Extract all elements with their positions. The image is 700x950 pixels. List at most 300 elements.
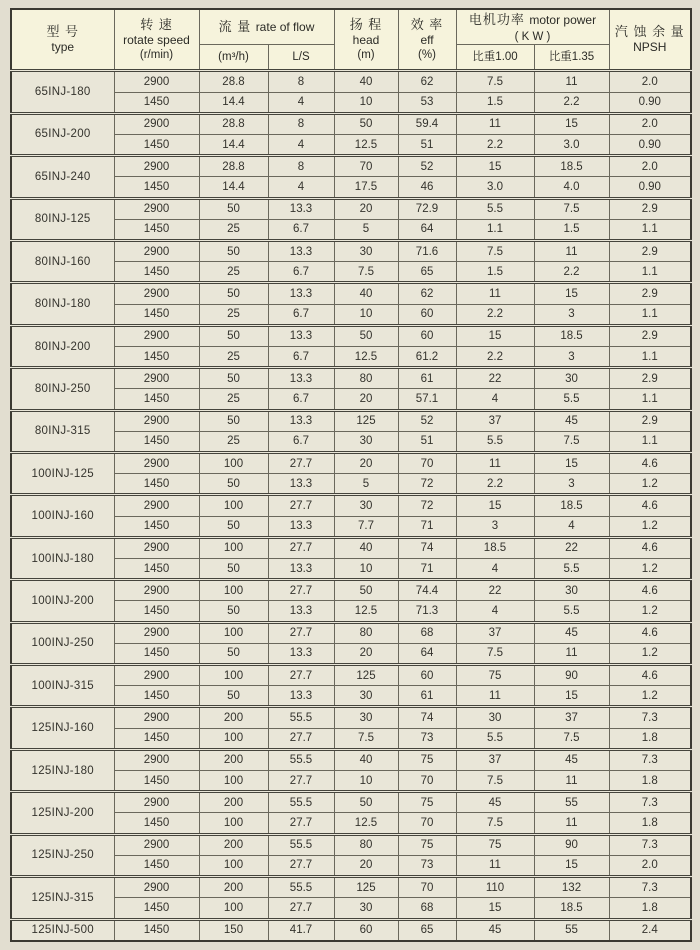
data-cell: 2.2 [456, 474, 534, 495]
data-cell: 1450 [114, 516, 199, 537]
data-cell: 55 [534, 792, 609, 813]
data-cell: 27.7 [268, 898, 334, 919]
data-cell: 50 [199, 474, 268, 495]
data-cell: 80 [334, 834, 398, 855]
model-cell: 100INJ-180 [11, 537, 114, 579]
data-cell: 2.9 [609, 241, 691, 262]
table-row [11, 707, 691, 728]
data-cell: 1.2 [609, 516, 691, 537]
data-cell: 22 [534, 537, 609, 558]
data-cell: 1450 [114, 898, 199, 919]
data-cell: 27.7 [268, 453, 334, 474]
data-cell: 1450 [114, 601, 199, 622]
data-cell: 11 [534, 643, 609, 664]
table-row [11, 368, 691, 389]
data-cell: 27.7 [268, 665, 334, 686]
data-cell: 12.5 [334, 601, 398, 622]
data-cell: 1450 [114, 643, 199, 664]
data-cell: 4 [456, 559, 534, 580]
data-cell: 40 [334, 537, 398, 558]
data-cell: 50 [334, 113, 398, 134]
data-cell: 13.3 [268, 516, 334, 537]
header-head-unit: (m) [357, 49, 375, 62]
data-cell: 11 [534, 71, 609, 92]
data-cell: 200 [199, 877, 268, 898]
data-cell: 100 [199, 665, 268, 686]
data-cell: 5.5 [456, 728, 534, 749]
header-motor-power [456, 9, 609, 45]
data-cell: 53 [398, 92, 456, 113]
data-cell: 132 [534, 877, 609, 898]
data-cell: 11 [456, 855, 534, 876]
data-cell: 70 [398, 453, 456, 474]
header-rate-of-flow [199, 9, 334, 45]
data-cell: 7.5 [534, 431, 609, 452]
data-cell: 90 [534, 834, 609, 855]
header-power-en: motor power [529, 13, 597, 27]
data-cell: 65 [398, 919, 456, 941]
data-cell: 30 [534, 368, 609, 389]
header-eff [398, 9, 456, 71]
model-cell: 125INJ-500 [11, 919, 114, 941]
data-cell: 100 [199, 495, 268, 516]
data-cell: 7.3 [609, 792, 691, 813]
table-row [11, 156, 691, 177]
data-cell: 5 [334, 474, 398, 495]
data-cell: 25 [199, 219, 268, 240]
data-cell: 2900 [114, 580, 199, 601]
data-cell: 1.1 [609, 219, 691, 240]
data-cell: 50 [199, 283, 268, 304]
data-cell: 13.3 [268, 241, 334, 262]
data-cell: 72 [398, 474, 456, 495]
data-cell: 1450 [114, 813, 199, 834]
data-cell: 2900 [114, 241, 199, 262]
model-cell: 65INJ-200 [11, 113, 114, 155]
header-flow-m3h: (m³/h) [199, 45, 268, 71]
model-cell: 125INJ-180 [11, 749, 114, 791]
data-cell: 150 [199, 919, 268, 941]
data-cell: 13.3 [268, 410, 334, 431]
header-power-sg100: 比重1.00 [456, 45, 534, 71]
table-row [11, 453, 691, 474]
data-cell: 13.3 [268, 686, 334, 707]
data-cell: 60 [334, 919, 398, 941]
data-cell: 15 [534, 855, 609, 876]
data-cell: 1450 [114, 559, 199, 580]
table-row [11, 71, 691, 92]
data-cell: 25 [199, 431, 268, 452]
data-cell: 60 [398, 665, 456, 686]
data-cell: 10 [334, 771, 398, 792]
data-cell: 2.2 [456, 347, 534, 368]
header-type-en: type [51, 40, 75, 55]
data-cell: 100 [199, 813, 268, 834]
data-cell: 75 [456, 665, 534, 686]
data-cell: 37 [456, 749, 534, 770]
data-cell: 25 [199, 304, 268, 325]
data-cell: 8 [268, 156, 334, 177]
data-cell: 37 [456, 410, 534, 431]
data-cell: 2.9 [609, 410, 691, 431]
data-cell: 45 [534, 749, 609, 770]
data-cell: 51 [398, 134, 456, 155]
data-cell: 4.6 [609, 622, 691, 643]
data-cell: 4 [268, 92, 334, 113]
data-cell: 7.3 [609, 707, 691, 728]
data-cell: 15 [456, 325, 534, 346]
data-cell: 65 [398, 262, 456, 283]
data-cell: 4 [534, 516, 609, 537]
model-cell: 80INJ-200 [11, 325, 114, 367]
data-cell: 100 [199, 728, 268, 749]
data-cell: 4.6 [609, 495, 691, 516]
data-cell: 1450 [114, 474, 199, 495]
data-cell: 55.5 [268, 792, 334, 813]
data-cell: 1450 [114, 262, 199, 283]
data-cell: 25 [199, 262, 268, 283]
data-cell: 50 [199, 325, 268, 346]
data-cell: 6.7 [268, 431, 334, 452]
data-cell: 11 [456, 686, 534, 707]
data-cell: 12.5 [334, 813, 398, 834]
data-cell: 2.2 [534, 262, 609, 283]
data-cell: 30 [334, 707, 398, 728]
data-cell: 27.7 [268, 537, 334, 558]
data-cell: 1.1 [609, 304, 691, 325]
data-cell: 3 [534, 304, 609, 325]
table-row [11, 325, 691, 346]
data-cell: 4.6 [609, 665, 691, 686]
data-cell: 17.5 [334, 177, 398, 198]
data-cell: 59.4 [398, 113, 456, 134]
header-speed-unit: (r/min) [139, 49, 174, 62]
data-cell: 4 [456, 601, 534, 622]
table-row [11, 283, 691, 304]
data-cell: 2.9 [609, 198, 691, 219]
data-cell: 27.7 [268, 855, 334, 876]
data-cell: 11 [456, 453, 534, 474]
data-cell: 2900 [114, 537, 199, 558]
data-cell: 1.8 [609, 728, 691, 749]
data-cell: 55.5 [268, 877, 334, 898]
model-cell: 125INJ-250 [11, 834, 114, 876]
data-cell: 11 [456, 113, 534, 134]
data-cell: 15 [456, 898, 534, 919]
data-cell: 20 [334, 389, 398, 410]
data-cell: 15 [534, 283, 609, 304]
data-cell: 11 [534, 813, 609, 834]
data-cell: 50 [334, 325, 398, 346]
data-cell: 4 [268, 134, 334, 155]
header-power-unit: ( K W ) [514, 31, 551, 43]
data-cell: 5.5 [534, 389, 609, 410]
data-cell: 2900 [114, 283, 199, 304]
data-cell: 1.1 [609, 262, 691, 283]
data-cell: 13.3 [268, 198, 334, 219]
data-cell: 73 [398, 855, 456, 876]
data-cell: 61 [398, 368, 456, 389]
header-eff-unit: (%) [418, 49, 436, 62]
data-cell: 1450 [114, 177, 199, 198]
data-cell: 25 [199, 389, 268, 410]
data-cell: 2900 [114, 622, 199, 643]
data-cell: 1.8 [609, 771, 691, 792]
data-cell: 71 [398, 559, 456, 580]
data-cell: 55.5 [268, 707, 334, 728]
data-cell: 20 [334, 855, 398, 876]
data-cell: 7.5 [456, 643, 534, 664]
data-cell: 64 [398, 219, 456, 240]
data-cell: 7.5 [334, 728, 398, 749]
header-flow-zh: 流 量 [218, 19, 252, 35]
model-cell: 65INJ-240 [11, 156, 114, 198]
data-cell: 14.4 [199, 134, 268, 155]
model-cell: 125INJ-315 [11, 877, 114, 919]
data-cell: 40 [334, 283, 398, 304]
table-row [11, 877, 691, 898]
data-cell: 2900 [114, 834, 199, 855]
data-cell: 1.8 [609, 813, 691, 834]
header-type [11, 9, 114, 71]
data-cell: 2.9 [609, 283, 691, 304]
data-cell: 70 [398, 813, 456, 834]
data-cell: 52 [398, 410, 456, 431]
data-cell: 2.0 [609, 156, 691, 177]
data-cell: 50 [199, 410, 268, 431]
model-cell: 125INJ-160 [11, 707, 114, 749]
data-cell: 13.3 [268, 559, 334, 580]
data-cell: 75 [456, 834, 534, 855]
header-npsh [609, 9, 691, 71]
data-cell: 62 [398, 71, 456, 92]
table-row [11, 495, 691, 516]
data-cell: 14.4 [199, 177, 268, 198]
data-cell: 125 [334, 410, 398, 431]
model-cell: 80INJ-180 [11, 283, 114, 325]
data-cell: 6.7 [268, 262, 334, 283]
header-type-zh: 型 号 [46, 24, 80, 40]
data-cell: 6.7 [268, 347, 334, 368]
data-cell: 6.7 [268, 304, 334, 325]
model-cell: 125INJ-200 [11, 792, 114, 834]
data-cell: 5.5 [456, 198, 534, 219]
data-cell: 1.2 [609, 601, 691, 622]
data-cell: 4 [456, 389, 534, 410]
data-cell: 37 [534, 707, 609, 728]
data-cell: 18.5 [456, 537, 534, 558]
header-power-zh: 电机功率 [468, 12, 525, 27]
header-eff-en: eff [420, 33, 434, 48]
data-cell: 7.7 [334, 516, 398, 537]
data-cell: 1.1 [609, 431, 691, 452]
data-cell: 13.3 [268, 325, 334, 346]
data-cell: 18.5 [534, 898, 609, 919]
pump-spec-table [10, 8, 692, 942]
data-cell: 3 [456, 516, 534, 537]
data-cell: 1.2 [609, 686, 691, 707]
data-cell: 55.5 [268, 749, 334, 770]
data-cell: 13.3 [268, 283, 334, 304]
data-cell: 30 [334, 431, 398, 452]
data-cell: 13.3 [268, 643, 334, 664]
data-cell: 5.5 [456, 431, 534, 452]
data-cell: 2.9 [609, 368, 691, 389]
header-flow-ls: L/S [268, 45, 334, 71]
data-cell: 68 [398, 622, 456, 643]
data-cell: 22 [456, 580, 534, 601]
data-cell: 40 [334, 749, 398, 770]
table-row [11, 198, 691, 219]
data-cell: 30 [534, 580, 609, 601]
data-cell: 1450 [114, 771, 199, 792]
data-cell: 22 [456, 368, 534, 389]
model-cell: 80INJ-315 [11, 410, 114, 452]
data-cell: 20 [334, 643, 398, 664]
data-cell: 2900 [114, 198, 199, 219]
data-cell: 25 [199, 347, 268, 368]
header-head [334, 9, 398, 71]
data-cell: 27.7 [268, 495, 334, 516]
data-cell: 1450 [114, 347, 199, 368]
data-cell: 11 [456, 283, 534, 304]
data-cell: 7.5 [534, 728, 609, 749]
data-cell: 100 [199, 537, 268, 558]
data-cell: 50 [199, 643, 268, 664]
data-cell: 27.7 [268, 728, 334, 749]
data-cell: 75 [398, 834, 456, 855]
data-cell: 51 [398, 431, 456, 452]
data-cell: 1450 [114, 134, 199, 155]
header-speed-en: rotate speed [123, 33, 190, 48]
data-cell: 1450 [114, 855, 199, 876]
data-cell: 74 [398, 537, 456, 558]
data-cell: 72.9 [398, 198, 456, 219]
data-cell: 62 [398, 283, 456, 304]
data-cell: 5.5 [534, 559, 609, 580]
data-cell: 40 [334, 71, 398, 92]
data-cell: 200 [199, 707, 268, 728]
data-cell: 80 [334, 622, 398, 643]
data-cell: 1.2 [609, 474, 691, 495]
data-cell: 45 [534, 622, 609, 643]
data-cell: 61 [398, 686, 456, 707]
data-cell: 1450 [114, 686, 199, 707]
table-row [11, 834, 691, 855]
data-cell: 1450 [114, 92, 199, 113]
data-cell: 1450 [114, 304, 199, 325]
data-cell: 0.90 [609, 92, 691, 113]
data-cell: 20 [334, 453, 398, 474]
model-cell: 100INJ-250 [11, 622, 114, 664]
data-cell: 1.2 [609, 643, 691, 664]
data-cell: 14.4 [199, 92, 268, 113]
model-cell: 80INJ-250 [11, 368, 114, 410]
table-row [11, 749, 691, 770]
data-cell: 55 [534, 919, 609, 941]
data-cell: 50 [199, 198, 268, 219]
data-cell: 8 [268, 113, 334, 134]
header-npsh-zh: 汽 蚀 余 量 [614, 24, 685, 40]
data-cell: 50 [334, 580, 398, 601]
data-cell: 50 [199, 601, 268, 622]
data-cell: 0.90 [609, 134, 691, 155]
data-cell: 18.5 [534, 495, 609, 516]
data-cell: 100 [199, 771, 268, 792]
data-cell: 73 [398, 728, 456, 749]
data-cell: 2.2 [456, 134, 534, 155]
data-cell: 28.8 [199, 113, 268, 134]
data-cell: 27.7 [268, 622, 334, 643]
model-cell: 65INJ-180 [11, 71, 114, 113]
data-cell: 75 [398, 749, 456, 770]
data-cell: 1.1 [609, 389, 691, 410]
data-cell: 71.3 [398, 601, 456, 622]
data-cell: 12.5 [334, 134, 398, 155]
data-cell: 27.7 [268, 771, 334, 792]
data-cell: 10 [334, 559, 398, 580]
data-cell: 2900 [114, 368, 199, 389]
data-cell: 50 [334, 792, 398, 813]
data-cell: 2.4 [609, 919, 691, 941]
data-cell: 2.2 [534, 92, 609, 113]
data-cell: 2900 [114, 71, 199, 92]
table-row [11, 537, 691, 558]
data-cell: 50 [199, 241, 268, 262]
data-cell: 6.7 [268, 389, 334, 410]
header-speed-zh: 转 速 [140, 16, 173, 32]
data-cell: 7.3 [609, 749, 691, 770]
data-cell: 15 [534, 686, 609, 707]
data-cell: 110 [456, 877, 534, 898]
data-cell: 7.5 [334, 262, 398, 283]
model-cell: 100INJ-160 [11, 495, 114, 537]
data-cell: 2900 [114, 325, 199, 346]
data-cell: 100 [199, 898, 268, 919]
data-cell: 1.2 [609, 559, 691, 580]
data-cell: 15 [456, 156, 534, 177]
data-cell: 61.2 [398, 347, 456, 368]
data-cell: 2.9 [609, 325, 691, 346]
data-cell: 2900 [114, 410, 199, 431]
data-cell: 6.7 [268, 219, 334, 240]
data-cell: 1.1 [609, 347, 691, 368]
table-row [11, 622, 691, 643]
data-cell: 7.5 [456, 771, 534, 792]
data-cell: 28.8 [199, 71, 268, 92]
header-flow-en: rate of flow [255, 20, 315, 35]
data-cell: 45 [456, 792, 534, 813]
data-cell: 2900 [114, 749, 199, 770]
data-cell: 50 [199, 368, 268, 389]
data-cell: 1450 [114, 728, 199, 749]
data-cell: 55.5 [268, 834, 334, 855]
data-cell: 41.7 [268, 919, 334, 941]
data-cell: 20 [334, 198, 398, 219]
header-eff-zh: 效 率 [410, 16, 444, 32]
header-npsh-en: NPSH [633, 40, 667, 55]
header-power-sg135: 比重1.35 [534, 45, 609, 71]
data-cell: 3.0 [456, 177, 534, 198]
data-cell: 80 [334, 368, 398, 389]
data-cell: 7.5 [456, 241, 534, 262]
data-cell: 10 [334, 92, 398, 113]
data-cell: 7.3 [609, 834, 691, 855]
data-cell: 60 [398, 325, 456, 346]
data-cell: 50 [199, 686, 268, 707]
data-cell: 3 [534, 474, 609, 495]
data-cell: 3 [534, 347, 609, 368]
